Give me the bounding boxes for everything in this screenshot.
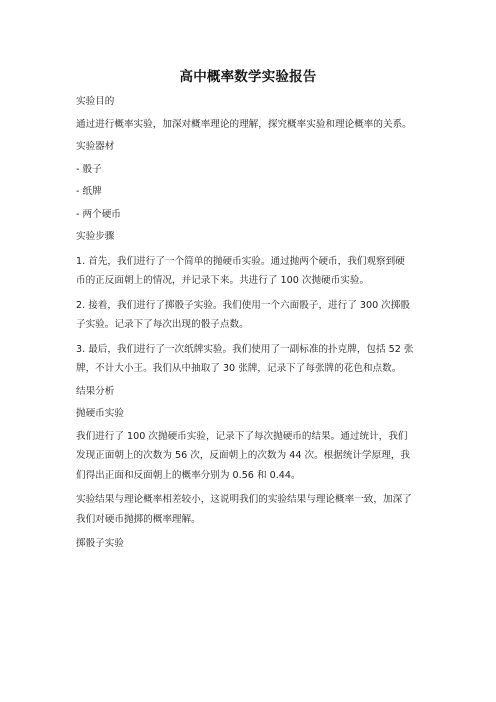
dice-subheading: 掷骰子实验 (76, 538, 124, 549)
step-1-line-2: 币的正反面朝上的情况，并记录下来。共进行了 100 次抛硬币实验。 (76, 275, 370, 286)
coin-paragraph-1-line-1: 我们进行了 100 次抛硬币实验，记录下了每次抛硬币的结果。通过统计，我们 (76, 430, 408, 442)
step-3-line-1: 3. 最后，我们进行了一次纸牌实验。我们使用了一副标准的扑克牌，包括 52 张 (76, 343, 414, 355)
coin-paragraph-2-line-1: 实验结果与理论概率相差较小，这说明我们的实验结果与理论概率一致，加深了 (76, 494, 412, 505)
steps-heading: 实验步骤 (76, 231, 115, 242)
material-item: - 骰子 (76, 163, 102, 175)
coin-subheading: 抛硬币实验 (76, 408, 124, 419)
document-body (76, 92, 426, 554)
purpose-heading: 实验目的 (76, 96, 115, 107)
step-1-line-1: 1. 首先，我们进行了一个简单的抛硬币实验。通过抛两个硬币，我们观察到硬 (76, 255, 405, 267)
document-title: 高中概率数学实验报告 (179, 69, 317, 85)
material-item: - 两个硬币 (76, 208, 121, 220)
coin-paragraph-2-line-2: 我们对硬币抛掷的概率理解。 (76, 513, 201, 525)
step-2-line-1: 2. 接着，我们进行了掷骰子实验。我们使用一个六面骰子，进行了 300 次掷骰 (76, 299, 411, 311)
step-3-line-2: 牌，不计大小王。我们从中抽取了 30 张牌，记录下了每张牌的花色和点数。 (76, 363, 402, 374)
analysis-heading: 结果分析 (76, 385, 115, 397)
material-item: - 纸牌 (76, 186, 102, 197)
materials-heading: 实验器材 (76, 141, 115, 152)
coin-paragraph-1-line-2: 发现正面朝上的次数为 56 次，反面朝上的次数为 44 次。根据统计学原理，我 (76, 450, 411, 461)
step-2-line-2: 子实验。记录下了每次出现的骰子点数。 (76, 319, 249, 330)
coin-paragraph-1-line-3: 们得出正面和反面朝上的概率分别为 0.56 和 0.44。 (76, 469, 301, 481)
purpose-text: 通过进行概率实验，加深对概率理论的理解，探究概率实验和理论概率的关系。 (76, 118, 412, 130)
